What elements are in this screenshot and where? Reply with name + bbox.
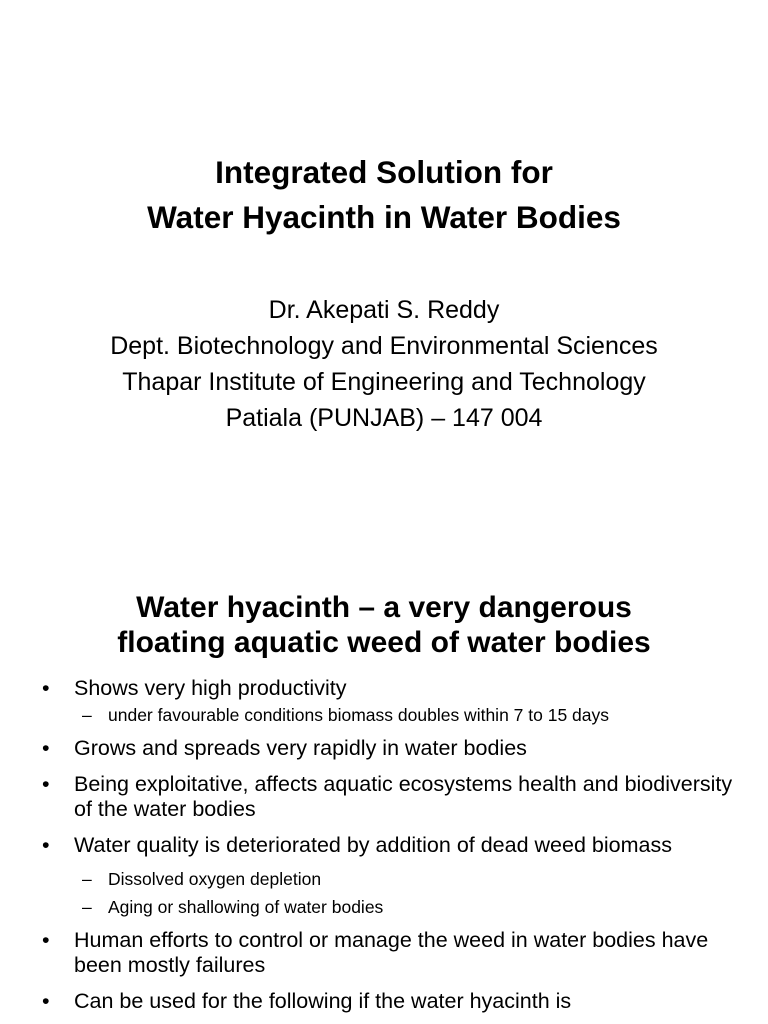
author-institute: Thapar Institute of Engineering and Technology	[122, 368, 646, 396]
bullet-text: Grows and spreads very rapidly in water bodies	[74, 736, 527, 760]
bullet-item	[0, 736, 768, 761]
sub-bullet-text: Dissolved oxygen depletion	[108, 869, 322, 889]
bullet-text: Can be used for the following if the water hyacinth is	[74, 989, 572, 1013]
title-line: Water Hyacinth in Water Bodies	[147, 199, 621, 235]
author-name: Dr. Akepati S. Reddy	[268, 296, 500, 324]
sub-bullet-marker: –	[82, 869, 92, 889]
sub-bullet-marker: –	[82, 897, 92, 917]
bullet-text: Water quality is deteriorated by addition of dead weed biomass	[74, 833, 672, 857]
bullet-text: Being exploitative, affects aquatic ecosystems health and biodiversity of the water bodies	[74, 772, 733, 821]
presentation-title	[0, 150, 768, 240]
sub-bullet-text: under favourable conditions biomass doubles within 7 to 15 days	[108, 705, 610, 725]
bullet-marker: •	[42, 676, 50, 700]
slide-title	[0, 590, 768, 660]
sub-bullet-text: Aging or shallowing of water bodies	[108, 897, 384, 917]
author-department: Dept. Biotechnology and Environmental Sciences	[110, 332, 658, 360]
bullet-marker: •	[42, 989, 50, 1013]
bullet-item	[0, 676, 768, 701]
title-line: Integrated Solution for	[215, 154, 553, 190]
bullet-marker: •	[42, 833, 50, 857]
slide-title-line: Water hyacinth – a very dangerous	[136, 591, 632, 624]
sub-bullet-marker: –	[82, 705, 92, 725]
bullet-list	[0, 676, 768, 1014]
bullet-marker: •	[42, 772, 50, 796]
bullet-text: Human efforts to control or manage the weed in water bodies have been mostly failures	[74, 928, 709, 977]
bullet-item	[0, 833, 768, 858]
bullet-text: Shows very high productivity	[74, 676, 347, 700]
sub-bullet-item	[0, 865, 768, 893]
bullet-item	[0, 772, 768, 822]
author-block	[0, 292, 768, 436]
content-slide	[0, 576, 768, 1024]
bullet-item	[0, 928, 768, 978]
author-address: Patiala (PUNJAB) – 147 004	[225, 404, 543, 432]
sub-bullet-item	[0, 701, 768, 729]
bullet-marker: •	[42, 736, 50, 760]
slide-title-line: floating aquatic weed of water bodies	[117, 626, 651, 659]
sub-bullet-item	[0, 893, 768, 921]
bullet-item	[0, 989, 768, 1014]
bullet-marker: •	[42, 928, 50, 952]
